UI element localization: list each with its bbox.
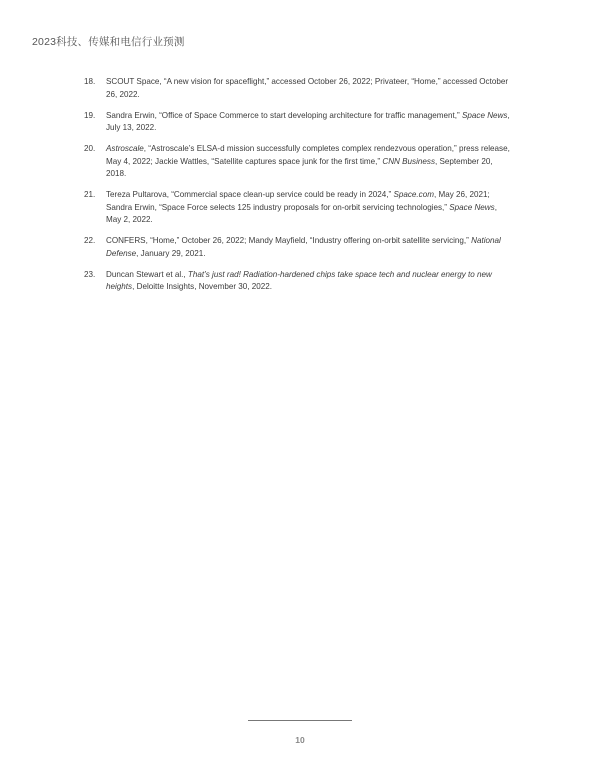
endnote-segment: Sandra Erwin, “Office of Space Commerce to start developing architecture for traffic management,” xyxy=(106,110,462,120)
endnote-segment: , July 13, 2022. xyxy=(106,110,510,132)
page-number: 10 xyxy=(295,735,305,745)
endnote-text xyxy=(106,235,514,260)
endnote-italic-segment: That’s just rad! Radiation-hardened chips take space tech and nuclear energy to new heights xyxy=(106,269,492,291)
endnote-number: 23. xyxy=(84,269,96,279)
endnote-number: 20. xyxy=(84,144,96,153)
endnote-text xyxy=(106,269,514,294)
endnote-item xyxy=(84,189,514,227)
endnote-segment: , September 20, 2018. xyxy=(106,156,493,178)
endnote-italic-segment: Space.com xyxy=(393,190,434,199)
endnote-item xyxy=(84,76,514,101)
endnote-italic-segment: Space News xyxy=(462,110,508,120)
endnote-text xyxy=(106,76,514,101)
endnote-text xyxy=(106,189,514,227)
endnote-segment: , January 29, 2021. xyxy=(136,248,206,258)
endnote-segment: , May 2, 2022. xyxy=(106,202,497,224)
endnote-segment: CONFERS, “Home,” October 26, 2022; Mandy Mayfield, “Industry offering on-orbit satellite servicing,” xyxy=(106,236,472,245)
endnote-number: 18. xyxy=(84,77,96,86)
endnote-text xyxy=(106,143,514,181)
endnote-number: 21. xyxy=(84,190,96,199)
endnote-italic-segment: Astroscale xyxy=(106,144,144,153)
endnotes-list xyxy=(84,76,514,302)
endnote-italic-segment: Space News xyxy=(449,202,495,212)
endnote-italic-segment: CNN Business xyxy=(382,156,435,166)
footer-divider xyxy=(248,720,352,721)
endnote-segment: , Deloitte Insights, November 30, 2022. xyxy=(132,282,273,291)
endnote-item xyxy=(84,143,514,181)
page-header-title: 2023科技、传媒和电信行业预测 xyxy=(32,36,185,48)
endnote-text xyxy=(106,110,514,135)
endnote-item xyxy=(84,110,514,135)
endnote-segment: Duncan Stewart et al., xyxy=(106,269,188,279)
endnote-segment: Tereza Pultarova, “Commercial space clean-up service could be ready in 2024,” xyxy=(106,190,394,199)
endnote-segment: SCOUT Space, “A new vision for spaceflight,” accessed October 26, 2022; Privateer, “Home,” accessed October 26, 2022. xyxy=(106,77,509,99)
endnote-segment: , “Astroscale’s ELSA-d mission successfully completes complex rendezvous operation,” press release, May 4, 2022; Jackie Wattles, “Satellite captures space junk for the first time,” xyxy=(106,144,510,166)
endnote-segment: , May 26, 2021; Sandra Erwin, “Space Force selects 125 industry proposals for on-orbit servicing technologies,” xyxy=(106,190,490,212)
endnote-item xyxy=(84,269,514,294)
endnote-italic-segment: National Defense xyxy=(106,236,501,258)
endnote-number: 22. xyxy=(84,236,96,245)
endnote-item xyxy=(84,235,514,260)
endnote-number: 19. xyxy=(84,110,96,120)
